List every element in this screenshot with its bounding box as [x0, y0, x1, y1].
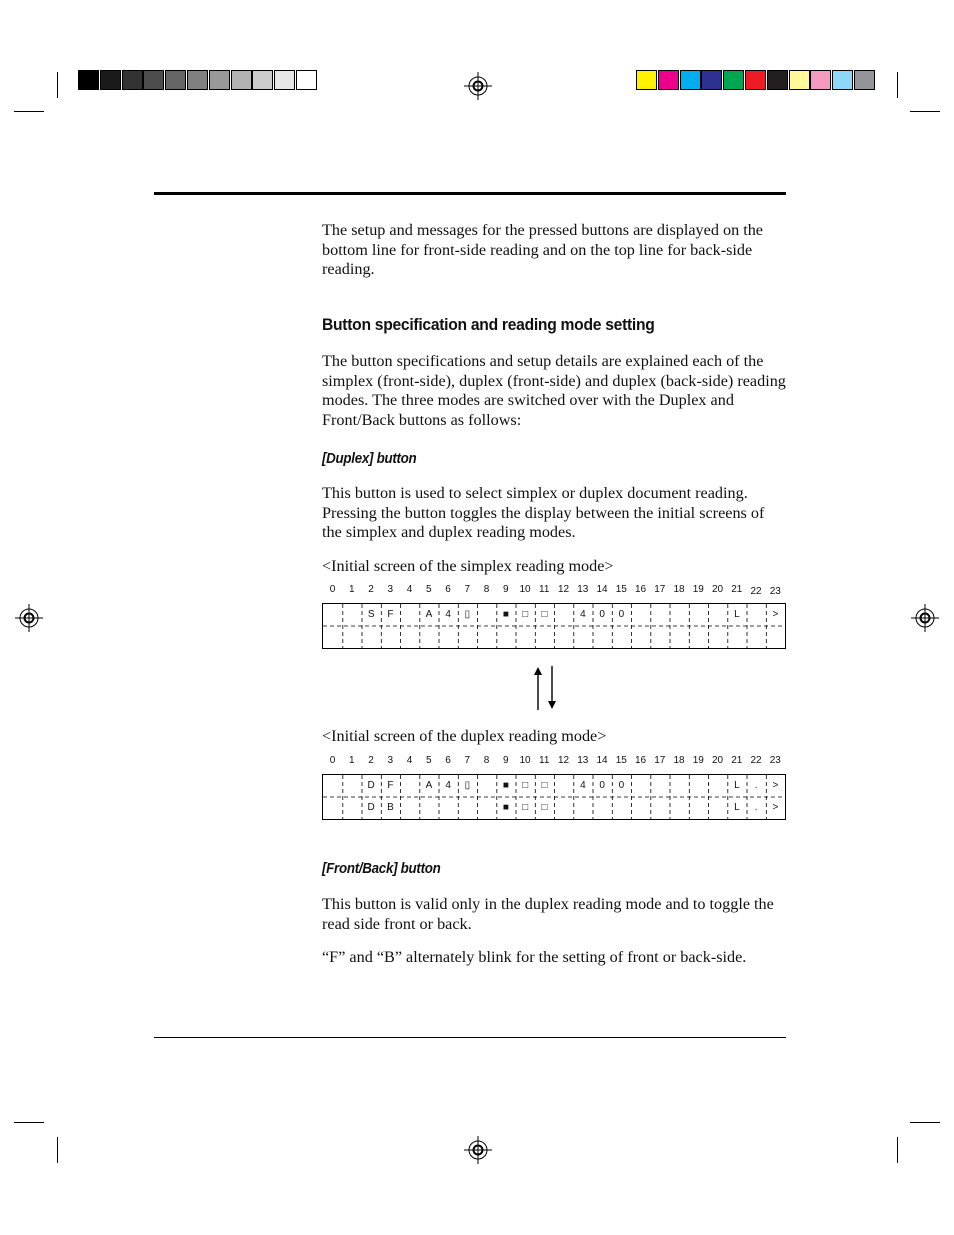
- lcd-cell: [766, 626, 785, 648]
- lcd-cell: [381, 626, 400, 648]
- lcd-cell: [631, 626, 650, 648]
- simplex-lcd-display: [322, 603, 786, 649]
- column-number: 11: [539, 584, 550, 595]
- lcd-cell: [439, 626, 458, 648]
- lcd-cell: [650, 626, 669, 648]
- lcd-cell: 0: [599, 780, 605, 791]
- lcd-cell: [689, 797, 708, 819]
- gray-swatch: [165, 70, 186, 90]
- gray-swatch: [122, 70, 143, 90]
- color-swatch: [767, 70, 788, 90]
- lcd-cell: [650, 604, 669, 626]
- lcd-cell: [400, 775, 419, 797]
- lcd-cell: 4: [580, 780, 586, 791]
- lcd-cell: F: [387, 609, 394, 620]
- lcd-top-row: [323, 775, 785, 797]
- lcd-cell: 4: [445, 780, 451, 791]
- lcd-cell: [708, 626, 727, 648]
- column-number: 21: [731, 584, 743, 595]
- column-number-scale: [322, 755, 786, 769]
- lcd-cell: [747, 626, 766, 648]
- lcd-cell: [342, 797, 361, 819]
- lcd-cell: [708, 797, 727, 819]
- lcd-cell: □: [522, 780, 529, 791]
- lcd-cell: A: [425, 609, 433, 620]
- column-number: 0: [329, 755, 336, 766]
- lcd-cell: ▯: [464, 609, 471, 620]
- column-number: 8: [483, 755, 490, 766]
- gray-swatch: [143, 70, 164, 90]
- lcd-cell: .: [754, 780, 758, 791]
- lcd-cell: >: [772, 802, 779, 813]
- gray-swatch: [274, 70, 295, 90]
- lcd-cell: [593, 797, 612, 819]
- crop-mark: [897, 1137, 898, 1163]
- column-number: 7: [464, 584, 471, 595]
- lcd-cell: [631, 775, 650, 797]
- color-swatch: [810, 70, 831, 90]
- column-number: 22: [750, 586, 762, 597]
- color-swatch: [658, 70, 679, 90]
- lcd-cell: L: [734, 609, 740, 620]
- footer-rule: [154, 1037, 786, 1038]
- color-swatch: [789, 70, 810, 90]
- column-number: 18: [673, 584, 685, 595]
- toggle-arrows-icon: [531, 666, 559, 710]
- column-number: 9: [502, 584, 509, 595]
- column-number: 12: [557, 755, 570, 766]
- column-number: 17: [654, 584, 666, 595]
- lcd-cell: [670, 626, 689, 648]
- lcd-cell: □: [522, 802, 529, 813]
- lcd-cell: ■: [502, 802, 509, 813]
- crop-mark: [57, 72, 58, 98]
- lcd-cell: [727, 626, 746, 648]
- lcd-cell: [573, 797, 592, 819]
- lcd-cell: [689, 626, 708, 648]
- lcd-cell: [593, 626, 612, 648]
- lcd-cell: [342, 626, 361, 648]
- column-number: 9: [502, 755, 509, 766]
- lcd-cell: [708, 604, 727, 626]
- column-number: 17: [654, 755, 666, 766]
- lcd-cell: D: [367, 802, 375, 813]
- lcd-cell: S: [367, 609, 375, 620]
- lcd-cell: [612, 626, 631, 648]
- color-swatch: [832, 70, 853, 90]
- section-paragraph: The button specifications and setup details are explained each of the simplex (front-side), duplex (front-side) and duplex (back-side) reading modes. The three modes are switched over with the Duplex and Front/Back buttons as follows:: [322, 352, 786, 430]
- duplex-button-heading: [Duplex] button: [322, 451, 417, 467]
- column-number: 2: [368, 584, 374, 595]
- lcd-cell: [458, 797, 477, 819]
- front-back-blink-note: “F” and “B” alternately blink for the setting of front or back-side.: [322, 948, 747, 966]
- lcd-cell: >: [772, 609, 779, 620]
- lcd-cell: [323, 604, 342, 626]
- lcd-cell: >: [772, 780, 779, 791]
- lcd-bottom-row: [323, 797, 785, 819]
- lcd-cell: □: [541, 609, 548, 620]
- lcd-bottom-row: [323, 626, 785, 648]
- lcd-cell: [689, 775, 708, 797]
- color-swatch: [636, 70, 657, 90]
- lcd-cell: [400, 604, 419, 626]
- lcd-cell: ■: [502, 609, 509, 620]
- lcd-cell: [554, 797, 573, 819]
- gray-swatch: [209, 70, 230, 90]
- color-swatch: [723, 70, 744, 90]
- column-number: 20: [711, 755, 724, 766]
- lcd-cell: [400, 797, 419, 819]
- lcd-cell: [650, 797, 669, 819]
- column-number: 6: [445, 584, 451, 595]
- lcd-cell: 4: [445, 609, 451, 620]
- lcd-cell: F: [387, 780, 394, 791]
- gray-swatch: [187, 70, 208, 90]
- simplex-caption: <Initial screen of the simplex reading mode>: [322, 557, 614, 575]
- lcd-top-row: [323, 604, 785, 626]
- lcd-cell: [689, 604, 708, 626]
- duplex-paragraph: This button is used to select simplex or duplex document reading. Pressing the button toggles the display between the initial screens of the simplex and duplex reading modes.: [322, 484, 765, 542]
- lcd-cell: [477, 775, 496, 797]
- lcd-cell: [496, 626, 515, 648]
- lcd-cell: □: [541, 802, 548, 813]
- lcd-cell: L: [734, 802, 740, 813]
- duplex-lcd-display: [322, 774, 786, 820]
- lcd-cell: [323, 775, 342, 797]
- intro-paragraph: The setup and messages for the pressed buttons are displayed on the bottom line for front-side reading and on the top line for back-side reading.: [322, 221, 763, 279]
- header-rule: [154, 192, 786, 195]
- column-number: 19: [692, 584, 704, 595]
- column-number: 10: [519, 584, 531, 595]
- column-number: 8: [483, 584, 490, 595]
- gray-swatch: [252, 70, 273, 90]
- column-number: 16: [634, 755, 647, 766]
- lcd-cell: [631, 797, 650, 819]
- column-number: 14: [596, 584, 608, 595]
- column-number: 2: [368, 755, 374, 766]
- lcd-cell: [612, 797, 631, 819]
- registration-target-icon: [15, 604, 43, 632]
- lcd-cell: D: [367, 780, 375, 791]
- lcd-cell: ▯: [464, 780, 471, 791]
- lcd-cell: 0: [599, 609, 605, 620]
- color-swatch: [854, 70, 875, 90]
- lcd-cell: 4: [580, 609, 586, 620]
- lcd-cell: [323, 797, 342, 819]
- lcd-cell: [747, 604, 766, 626]
- column-number: 1: [348, 755, 355, 766]
- column-number: 14: [596, 755, 608, 766]
- lcd-cell: [573, 626, 592, 648]
- column-number: 6: [445, 755, 451, 766]
- column-number: 5: [425, 755, 432, 766]
- color-swatch: [701, 70, 722, 90]
- lcd-cell: [458, 626, 477, 648]
- column-number: 13: [577, 755, 589, 766]
- column-number: 3: [387, 755, 394, 766]
- lcd-cell: [554, 775, 573, 797]
- lcd-cell: [323, 626, 342, 648]
- column-number: 16: [634, 584, 647, 595]
- column-number: 18: [673, 755, 685, 766]
- lcd-cell: [477, 626, 496, 648]
- column-number: 15: [615, 584, 627, 595]
- registration-target-icon: [464, 72, 492, 100]
- gray-swatch: [100, 70, 121, 90]
- duplex-caption: <Initial screen of the duplex reading mode>: [322, 727, 607, 745]
- gray-swatch: [296, 70, 317, 90]
- column-number: 13: [577, 584, 589, 595]
- column-number: 12: [557, 584, 570, 595]
- front-back-paragraph: This button is valid only in the duplex reading mode and to toggle the read side front or back.: [322, 895, 774, 933]
- column-number: 4: [406, 584, 413, 595]
- lcd-cell: B: [387, 802, 394, 813]
- column-number: 23: [769, 755, 781, 766]
- column-number: 4: [406, 755, 413, 766]
- lcd-cell: [554, 626, 573, 648]
- lcd-cell: [670, 604, 689, 626]
- gray-swatch: [78, 70, 99, 90]
- column-number: 10: [519, 755, 531, 766]
- gray-swatch: [231, 70, 252, 90]
- lcd-cell: ■: [502, 780, 509, 791]
- column-number: 3: [387, 584, 394, 595]
- column-number: 23: [769, 586, 781, 597]
- crop-mark: [14, 1122, 44, 1123]
- lcd-cell: [670, 775, 689, 797]
- lcd-cell: 0: [618, 780, 625, 791]
- lcd-cell: [477, 797, 496, 819]
- column-number: 1: [348, 584, 355, 595]
- color-swatch: [745, 70, 766, 90]
- column-number-scale: [322, 584, 786, 598]
- crop-mark: [897, 72, 898, 98]
- lcd-cell: [631, 604, 650, 626]
- lcd-cell: □: [541, 780, 548, 791]
- column-number: 19: [692, 755, 704, 766]
- crop-mark: [57, 1137, 58, 1163]
- lcd-cell: □: [522, 609, 529, 620]
- lcd-cell: [419, 797, 438, 819]
- column-number: 20: [711, 584, 724, 595]
- column-number: 15: [615, 755, 627, 766]
- lcd-cell: [439, 797, 458, 819]
- registration-target-icon: [911, 604, 939, 632]
- crop-mark: [910, 1122, 940, 1123]
- lcd-cell: [400, 626, 419, 648]
- lcd-cell: .: [754, 802, 758, 813]
- lcd-cell: [554, 604, 573, 626]
- lcd-cell: [419, 626, 438, 648]
- lcd-cell: [708, 775, 727, 797]
- lcd-cell: A: [425, 780, 433, 791]
- lcd-cell: [342, 775, 361, 797]
- section-heading: Button specification and reading mode setting: [322, 315, 655, 334]
- lcd-cell: [516, 626, 535, 648]
- lcd-cell: [535, 626, 554, 648]
- lcd-cell: [670, 797, 689, 819]
- crop-mark: [14, 111, 44, 112]
- front-back-button-heading: [Front/Back] button: [322, 861, 441, 877]
- lcd-cell: 0: [618, 609, 625, 620]
- color-swatch: [680, 70, 701, 90]
- column-number: 21: [731, 755, 743, 766]
- lcd-cell: L: [734, 780, 740, 791]
- lcd-cell: [477, 604, 496, 626]
- column-number: 7: [464, 755, 471, 766]
- crop-mark: [910, 111, 940, 112]
- column-number: 0: [329, 584, 336, 595]
- registration-target-icon: [464, 1136, 492, 1164]
- lcd-cell: [650, 775, 669, 797]
- column-number: 22: [750, 755, 762, 766]
- column-number: 5: [425, 584, 432, 595]
- lcd-cell: [362, 626, 381, 648]
- lcd-cell: [342, 604, 361, 626]
- column-number: 11: [539, 755, 550, 766]
